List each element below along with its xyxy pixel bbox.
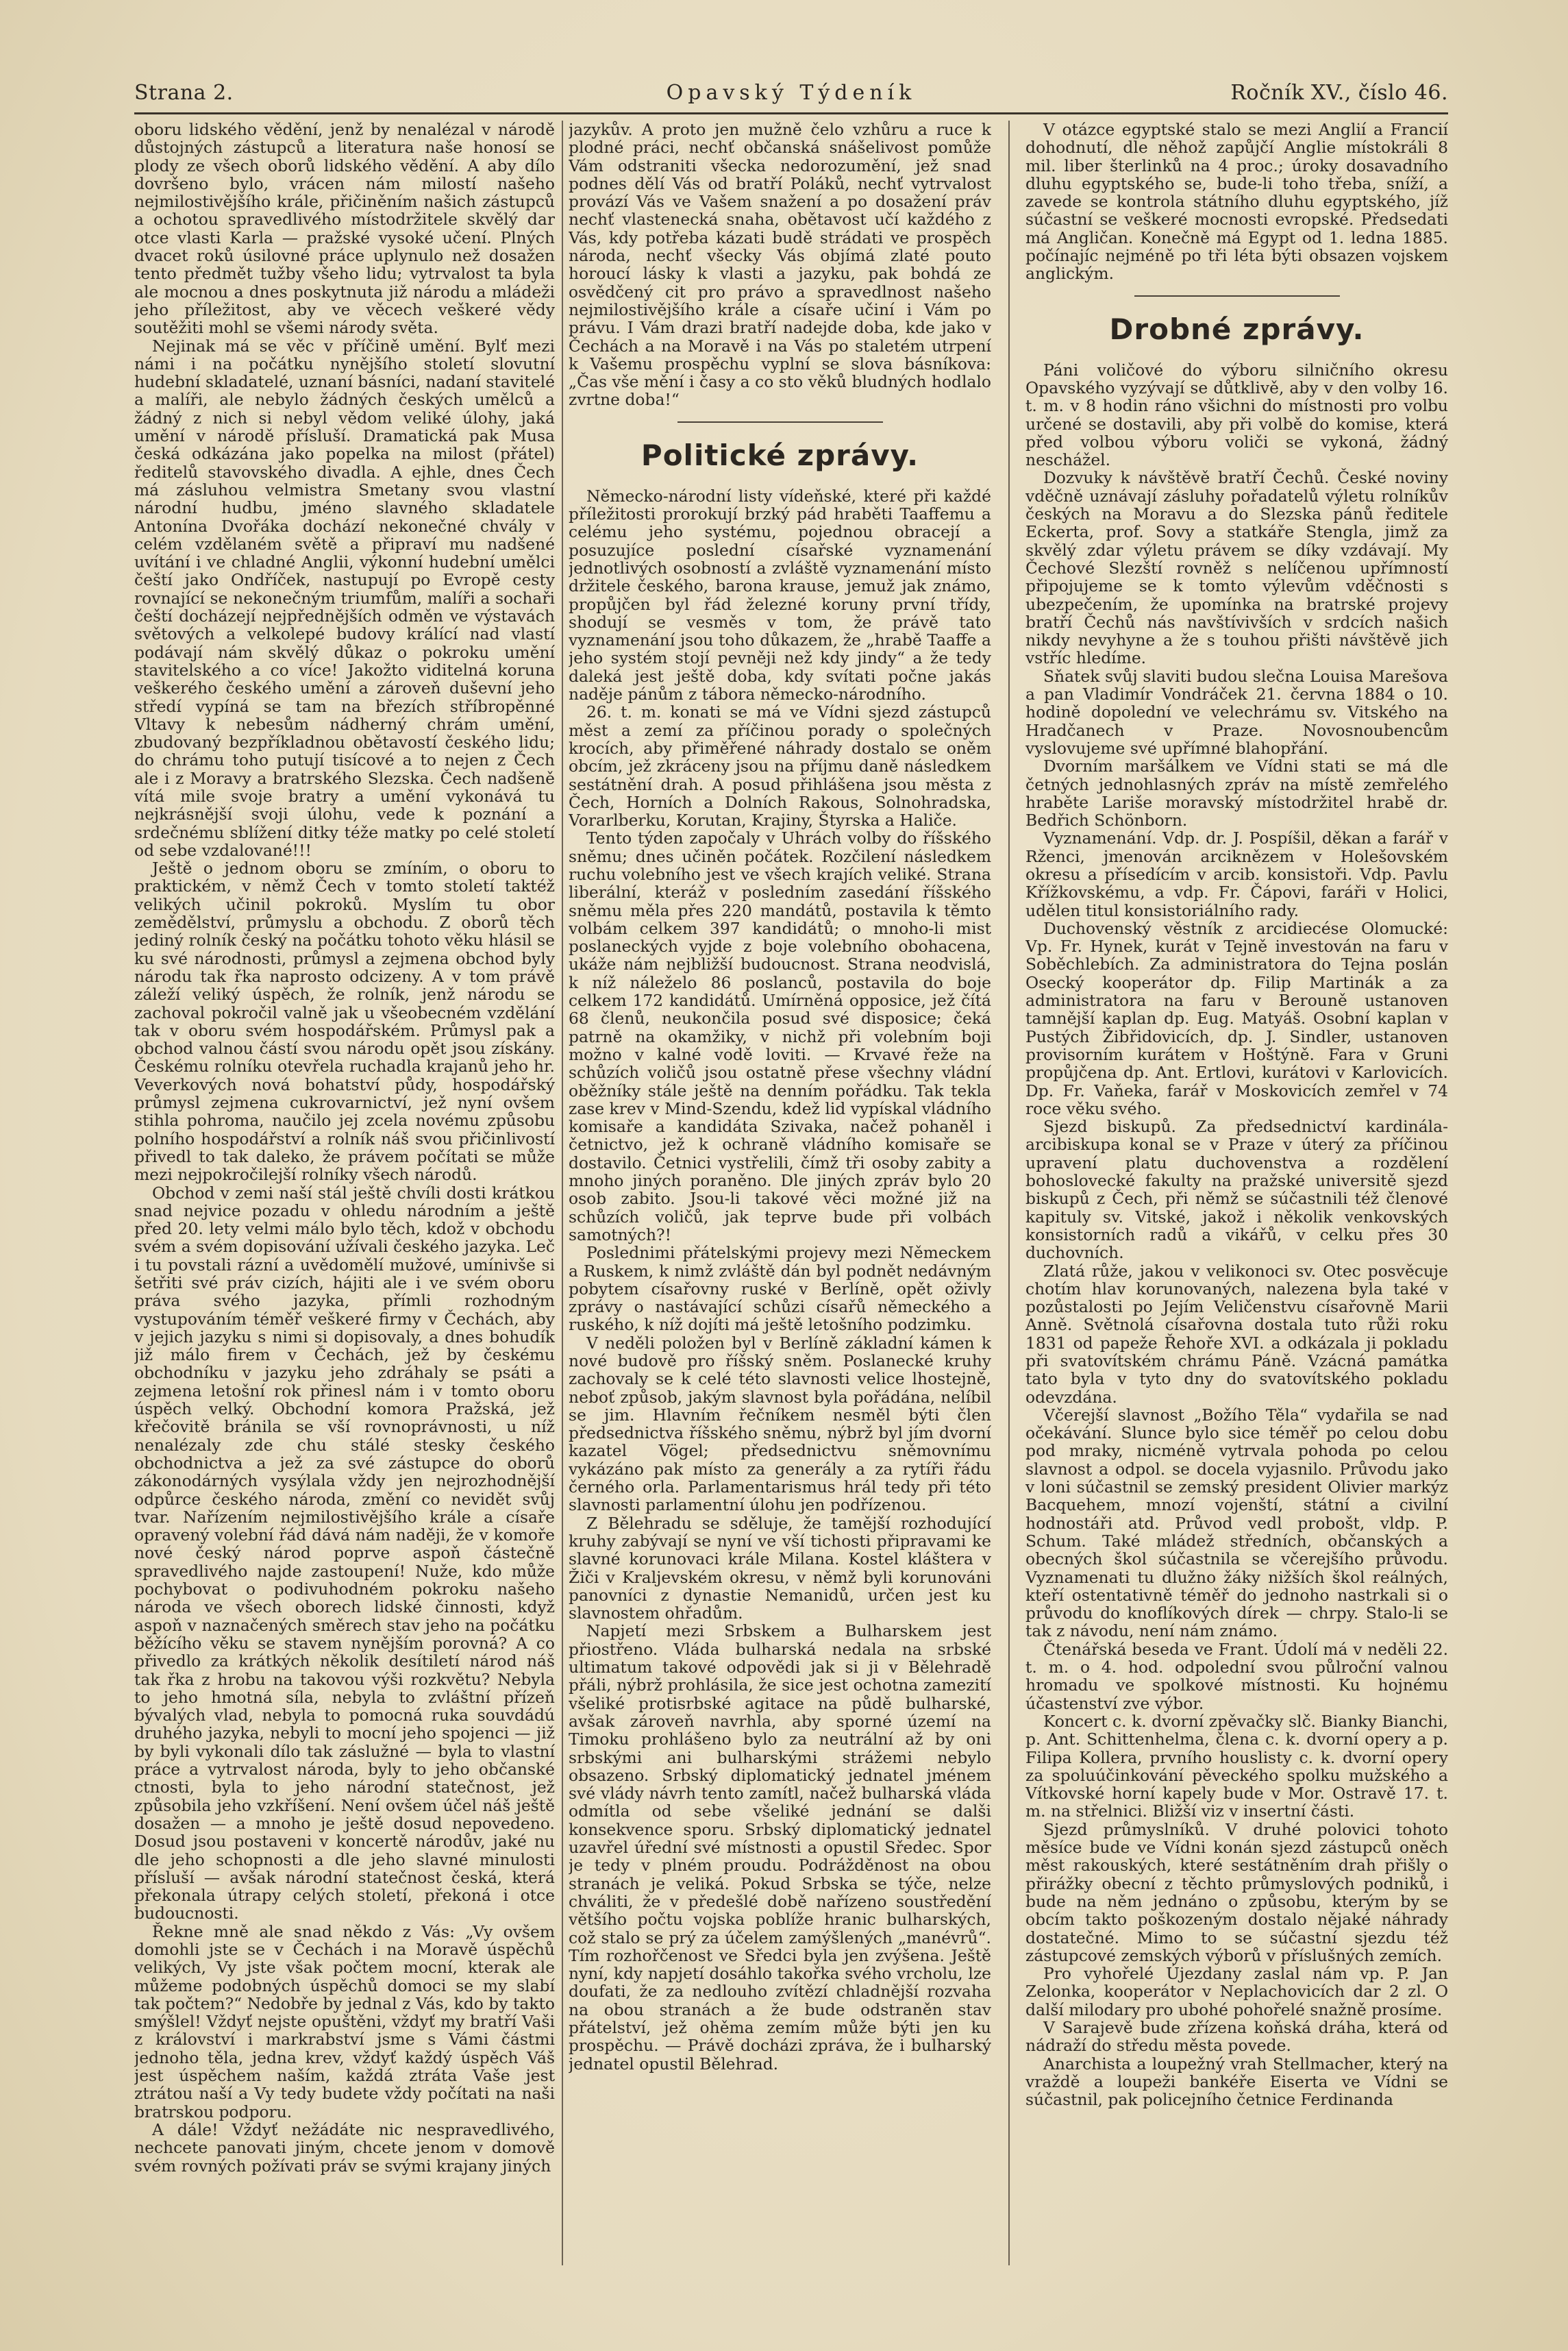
article-paragraph: oboru lidského vědění, jenž by nenalézal v národě důstojných zástupců a literatura naše honosí se plody ze všech oborů lidského vědění. A aby dílo dovršeno bylo, vrácen nám milostí našeho nejmilostivějšího krále, přičiněním našich zástupců a ochotou spravedlivého místodržitele skvělý dar otce vlasti Karla — pražské vysoké učení. Plných dvacet roků úsilovné práce uplynulo než dosažen tento předmět tužby všeho lidu; vytrvalost ta byla ale mocnou a dnes poskytnuta již národu a mládeži jeho příležitost, aby ve věcech veškeré vědy soutěžiti mohl se všemi národy světa. (134, 121, 555, 338)
column-rule-left (562, 121, 563, 2265)
news-paragraph: Tento týden započaly v Uhrách volby do říšského sněmu; dnes učiněn počátek. Rozčilení následkem ruchu volebního jest ve všech krajích veliké. Strana liberální, kteráž v posledním zasedání říšského sněmu měla přes 220 mandátů, postavila k těmto volbám celkem 397 kandidátů; o mnoho-li mist poslaneckých vyjde z boje volebního obohacena, ukáže nám nejbližší budoucnost. Strana neodvislá, k níž náleželo 86 poslanců, postavila do boje celkem 172 kandidátů. Umírněná opposice, jež čítá 68 členů, neukončila posud své disposice; čeká patrně na okamžiky, v nichž při volebním boji možno v kalné vodě loviti. — Krvavé řeže na schůzích voličů jsou ostatně přese všechny vládní oběžníky stále ještě na denním pořádku. Tak tekla zase krev v Mind-Szendu, kdež lid vypískal vládního komisaře a kandidáta Szivaka, načež pohaněl i četnictvo, jež k ochraně vládního komisaře se dostavilo. Četnici vystřelili, čímž tři osoby zabity a mnoho jiných poraněno. Dle jiných zpráv bylo 20 osob zabito. Jsou-li takové věci možné již na schůzích voličů, jak teprve bude při volbách samotných?! (569, 828, 991, 1244)
news-item: Vyznamenání. Vdp. dr. J. Pospíšil, děkan a farář v Rženci, jmenován arciknězem v Holešovském okresu a přísedícím v arcib. konsistoři. Vdp. Pavlu Křížkovskému, a vdp. Fr. Čápovi, faráři v Holici, udělen titul konsistoriálního rady. (1025, 828, 1448, 920)
news-paragraph: 26. t. m. konati se má ve Vídni sjezd zástupců měst a zemí za příčinou porady o společných krocích, aby přiměřené náhrady dostalo se oněm obcím, jež zkráceny jsou na příjmu daně následkem sestátnění drah. A posud přihlášena jsou města z Čech, Horních a Dolních Rakous, Solnohradska, Vorarlberku, Korutan, Krajiny, Štyrska a Haliče. (569, 702, 991, 830)
column-left (134, 121, 555, 2265)
news-paragraph: V neděli položen byl v Berlíně základní kámen k nové budově pro říšský sněm. Poslanecké kruhy zachovaly se k celé této slavnosti velice lhostejně, neboť způsob, jakým slavnost byla pořádána, nelíbil se jim. Hlavním řečníkem nesměl býti člen předsednictva říšského sněmu, nýbrž byl jím dvorní kazatel Vögel; předsednictvu sněmovnímu vykázáno pak místo za generály a za rytíři řádu černého orla. Parlamentarismus hrál tedy při této slavnosti parlamentní úlohu jen podřízenou. (569, 1333, 991, 1515)
news-item: Dvorním maršálkem ve Vídni stati se má dle četných jednohlasných zpráv na místě zemřelého hraběte Lariše moravský místodržitel hrabě dr. Bedřich Schönborn. (1025, 756, 1448, 830)
news-paragraph: Poslednimi přátelskými projevy mezi Německem a Ruskem, k nimž zvláště dán byl podnět nedávným pobytem císařovny ruské v Berlíně, opět oživly zprávy o nastávající schůzi císařů německého a ruského, k níž dojíti má ještě letošního podzimku. (569, 1243, 991, 1335)
issue-number: Ročník XV., číslo 46. (1230, 81, 1448, 105)
news-paragraph: Německo-národní listy vídeňské, které při každé příležitosti prorokují brzký pád hraběti Taaffemu a celému jeho systému, pojednou obracejí a posuzujíce poslední císařské vyznamenání jednotlivých osobností a zvláště vyznamenání místo držitele českého, barona krause, jemuž jak známo, propůjčen byl řád železné koruny první třídy, shodují se vesměs v tom, že právě tato vyznamenání jsou toho důkazem, že „hrabě Taaffe a jeho systém stojí pevněji než kdy jindy“ a že tedy daleká jest ještě doba, kdy svítati počne jakás naděje pánům z tábora německo-národního. (569, 486, 991, 704)
section-rule (677, 421, 883, 423)
news-item: Koncert c. k. dvorní zpěvačky slč. Bianky Bianchi, p. Ant. Schittenhelma, člena c. k. dvorní opery a p. Filipa Kollera, prvního houslisty c. k. dvorní opery za spoluúčinkování pěveckého spolku mužského a Vítkovské horní kapely bude v Mor. Ostravě 17. t. m. na střelnici. Bližší viz v insertní části. (1025, 1711, 1448, 1821)
news-item: Páni voličové do výboru silničního okresu Opavského vyzývají se důtklivě, aby v den volby 16. t. m. v 8 hodin ráno všichni do místnosti pro volbu určené se dostavili, aby při volbě do komise, která před volbou výboru voliči se vykoná, žádný neschážel. (1025, 360, 1448, 470)
article-paragraph: Ještě o jednom oboru se zmíním, o oboru to praktickém, v němž Čech v tomto století taktéž velikých učinil pokroků. Myslím tu obor zemědělství, průmyslu a obchodu. Z oborů těch jediný rolník český na počátku tohoto věku hlásil se ku své národnosti, průmysl a zejmena obchod byly národu tak řka naprosto odcizeny. A v tom právě záleží veliký úspěch, že rolník, jenž národu se zachoval pokročil valně jak u všeobecném vzdělání tak v oboru svém hospodářském. Průmysl pak a obchod valnou částí svou národu opět jsou získány. Českému rolníku otevřela ruchadla krajanů jeho hr. Veverkových nová bohatství půdy, hospodářský průmysl zejmena cukrovarnictví, jež nyní ovšem stihla pohroma, naučilo jej zcela novému způsobu polního hospodářství a rolník náš svou přičinlivostí přivedl to tak daleko, že právem počítati se může mezi nejpokročilejší rolníky všech národů. (134, 859, 555, 1185)
news-item: Čtenářská beseda ve Frant. Údolí má v neděli 22. t. m. o 4. hod. odpolední svou půlroční valnou hromadu ve spolkové místnosti. Ku hojnému účastenství zve výbor. (1025, 1639, 1448, 1713)
article-paragraph: Obchod v zemi naší stál ještě chvíli dosti krátkou snad nejvice pozadu v ohledu národním a ještě před 20. lety velmi málo bylo těch, kdož v obchodu svém a svém dopisování užívali českého jazyka. Leč i tu povstali rázní a uvědomělí mužové, umínivše si šetřiti své práv cizích, hájiti ale i ve svém oboru práva svého jazyka, přímli rozhodným vystupováním téměř veškeré firmy v Čechách, aby v jejich jazyku s nimi si dopisovaly, a dnes bohudík již málo firem v Čechách, jež by českému obchodníku v jazyku jeho zdráhaly se psáti a zejmena letošní rok přinesl nám i v tomto oboru úspěch velký. Obchodní komora Pražská, jež křečovitě bránila se vší rovnoprávnosti, u níž nenalézaly zde chu stálé stesky českého obchodnictva a jež za své zástupce do oborů zákonodárných vysýlala vždy jen nejrozhodnější odpůrce českého národa, změní co nevidět svůj tvar. Nařízením nejmilostivějšího krále a císaře opravený volební řád dává nám naději, že v komoře nové český národ poprve aspoň částečně spravedlivého najde zastoupení! Nuže, kdo může pochybovat o podivuhodném pokroku našeho národa ve všech oborech lidské činnosti, když aspoň v naznačených směrech stav jeho na počátku běžícího věku se stavem nynějším porovná? A co přivedlo za krátkých několik desítiletí národ náš tak řka z hrobu na takovou výši rozkvětu? Nebyla to jeho hmotná síla, nebyla to zvláštní přízeň bývalých vlad, nebyla to pomocná ruka souvdádú druhého jazyka, nebyli to mocní jeho spojenci — již by byli vykonali dílo tak záslužné — byla to vlastní práce a vytrvalost národa, byly to jeho občanské ctnosti, byla to jeho národní statečnost, jež způsobila jeho vzkříšení. Není ovšem účel náš ještě dosažen — a mnoho je ještě dosud nepovedeno. Dosud jsou postaveni v koncertě národův, jaké nu dle jeho schopnosti a dle jeho slavné minulosti přísluší — avšak národní statečnost česká, která překonala útrapy celých století, překoná i otce budoucnosti. (134, 1183, 555, 1923)
news-paragraph: Napjetí mezi Srbskem a Bulharskem jest přiostřeno. Vláda bulharská nedala na srbské ultimatum takové odpovědi jak si ji v Bělehradě přáli, nýbrž prohlásila, že sice jest ochotna zamezití všeliké protisrbské agitace na půdě bulharské, avšak zároveň navrhla, aby sporné území na Timoku prohlášeno bylo za neutrální až by oni srbskými ani bulharskými strážemi nebylo obsazeno. Srbský diplomatický jednatel jménem své vlády návrh tento zamítl, načež bulharská vláda odmítla od sebe všeliké jednání se dalši konsekvence sporu. Srbský diplomatický jednatel uzavřel úřední své místnosti a opustil Sředec. Spor je tedy v plném proudu. Podrážděnost na obou stranách je veliká. Pokud Srbska se týče, nelze chváliti, že v předešlé době nařízeno soustředění většího počtu vojska poblíže hranic bulharských, což stalo se prý za účelem zamýšlených „manévrů“. Tím rozhořčenost ve Sředci byla jen zvýšena. Ještě nyní, kdy napjetí dosáhlo takořka svého vrcholu, lze doufati, že za nedlouho zvítězí chladnější rozvaha na obou stranách a že bude odstraněn stav přátelství, jež ohěma zemím může býti jen ku prospěchu. — Právě docházi zpráva, že i bulharský jednatel opustil Bělehrad. (569, 1621, 991, 2073)
news-item: V Sarajevě bude zřízena koňská dráha, která od nádraží do středu města povede. (1025, 2017, 1448, 2056)
section-heading-politicke: Politické zprávy. (640, 438, 919, 472)
news-item: Dozvuky k návštěvě bratří Čechů. České noviny vděčně uznávají zásluhy pořadatelů výletu rolníkův českých na Moravu a do Slezska pánů ředitele Eckerta, prof. Sovy a statkáře Stengla, jimž za skvělý zdar výletu právem se díky vzdávají. My Čechové Slezští rovněž s nelíčenou upřímností připojujeme se k tomto výlevům vděčnosti s ubezpečením, že upomínka na bratrské projevy bratří Čechů nás navštívivších v srdcích našich nikdy nevyhyne a že s touhou přišti návštěvě jich vstříc hledíme. (1025, 468, 1448, 668)
news-paragraph: Z Bělehradu se sděluje, že tamější rozhodující kruhy zabývají se nyní ve vší tichosti připravami ke slavné korunovaci krále Milana. Kostel kláštera v Žiči v Kraljevském okresu, v němž byli korunováni panovníci z dynastie Nemanidů, určen jest ku slavnostem ohřadům. (569, 1513, 991, 1623)
page-number: Strana 2. (134, 81, 234, 105)
news-item: Duchovenský věstník z arcidiecése Olomucké: Vp. Fr. Hynek, kurát v Tejně investován na faru v Soběchlebích. Za administratora do Tejna poslán Osecký kooperátor dp. Filip Martinák a za administratora na faru v Berouně ustanoven tamnější kaplan dp. Eug. Matyáš. Osobní kaplan v Pustých Žibřidovicích, dp. J. Sindler, ustanoven provisorním kurátem v Hoštýně. Fara v Gruni propůjčena dp. Ant. Ertlovi, kurátovi v Karlovicích. Dp. Fr. Vaňeka, farář v Moskovicích zemřel v 74 roce věku svého. (1025, 918, 1448, 1118)
column-rule-right (1008, 121, 1010, 2265)
column-middle (569, 121, 991, 2265)
news-paragraph: V otázce egyptské stalo se mezi Anglií a Francií dohodnutí, dle něhož zapůjčí Anglie místokráli 8 mil. liber šterlinků na 4 proc.; úroky dosavadního dluhu egyptského se, bude-li toho třeba, sníží, a zavede se kontrola státního dluhu egyptského, jíž súčastní se veškeré mocnosti evropské. Předsedati má Angličan. Konečně má Egypt od 1. ledna 1885. počínajíc nejméně po tři léta býti obsazen vojskem anglickým. (1025, 121, 1448, 284)
article-paragraph: A dále! Vždyť nežádáte nic nespravedlivého, nechcete panovati jiným, chcete jenom v domově svém rovných požívati práv se svými krajany jiných (134, 2119, 555, 2176)
page-header (134, 71, 1448, 110)
section-heading-drobne: Drobné zprávy. (1109, 312, 1365, 346)
news-item: Včerejší slavnost „Božího Těla“ vydařila se nad očekávání. Slunce bylo sice téměř po celou dobu pod mraky, nicméně vytrvala pohoda po celou slavnost a odpol. se docela vyjasnilo. Průvodu jako v loni súčastnil se zemský president Olivier markýz Bacquehem, mnozí vojenští, státní a civilní hodnostáři atd. Průvod vedl probošt, vldp. P. Schum. Také mládež středních, občanských a obecných škol súčastnila se včerejšího průvodu. Vyznamenati tu dlužno žáky nižších škol reálných, kteří ostentativně téměř do jednoho nastrkali si o průvodu do knoflíkových dírek — chrpy. Stalo-li se tak z návodu, není nám známo. (1025, 1405, 1448, 1641)
news-item: Anarchista a loupežný vrah Stellmacher, který na vraždě a loupeži bankéře Eiserta ve Vídni se súčastnil, pak policejního četnice Ferdinanda (1025, 2054, 1448, 2110)
header-rule (134, 112, 1448, 114)
newspaper-title: Opavský Týdeník (666, 81, 917, 105)
article-paragraph: Nejinak má se věc v příčině umění. Bylť mezi námi i na počátku nynějšího století slovutní hudební skladatelé, uznaní básníci, nadaní stavitelé a malíři, ale nebylo žádných českých umělců a žádný z nich si nebyl vědom veliké úlohy, jaká umění v národě přísluší. Dramatická pak Musa česká odkázána jako popelka na milost (přátel) ředitelů stavovského divadla. A ejhle, dnes Čech má zásluhou velmistra Smetany svou vlastní národní hudbu, jméno slavného skladatele Antonína Dvořáka dochází nekonečné chvály v celém vzdělaném světě a připraví mu nadšené uvítání i ve chladné Anglii, výkonní hudební umělci čeští jako Ondříček, nastupují po Evropě cesty rovnající se nekonečným triumfům, malíři a sochaři čeští docházejí nejpřednějších odměn ve výstavách světových a velkolepé budovy králící nad vlastí podávají nám skvělý důkaz o pokroku umění stavitelského a co více! Jakožto viditelná koruna veškerého českého umění a zároveň duševní jeho středí vypíná se tam na březích stříbropěnné Vltavy k nebesům nádherný chrám umění, zbudovaný bezpříkladnou obětavostí českého lidu; do chrámu toho putují tisícové a to nejen z Čech ale i z Moravy a bratrského Slezska. Čech nadšeně vítá mile svoje bratry a umění vykonává tu nejkrásnější svoji úlohu, vede k poznání a srdečnému sblížení ditky téže matky po celé století od sebe vzdalované!!! (134, 336, 555, 860)
news-item: Sňatek svůj slaviti budou slečna Louisa Marešova a pan Vladimír Vondráček 21. června 1884 o 10. hodině dopolední ve velechrámu sv. Vitského na Hradčanech v Praze. Novosnoubencům vyslovujeme své upřímné blahopřání. (1025, 666, 1448, 758)
article-paragraph: jazykův. A proto jen mužně čelo vzhůru a ruce k plodné práci, nechť občanská snášelivost pomůže Vám odstraniti všecka nedorozumění, jež snad podnes dělí Vás od bratří Poláků, nechť vytrvalost provází Vás ve Vašem snažení a po dosažení práv nechť vlastenecká snaha, obětavost učí každého z Vás, kdy potřeba kázati budě strádati ve prospěch národa, nechť všecky Vás objímá zlaté pouto horoucí lásky k vlasti a jazyku, pak bohdá ze osvědčený cit pro právo a spravedlnost našeho nejmilostivějšího krále a císaře učiní i Vám po právu. I Vám drazi bratří nadejde doba, kde jako v Čechách a na Moravě i na Vás po staletém utrpení k Vašemu prospěchu vyplní se slova básníkova: „Čas vše mění i časy a co sto věků bludných hodlalo zvrtne doba!“ (569, 121, 991, 410)
news-item: Pro vyhořelé Újezdany zaslal nám vp. P. Jan Zelonka, kooperátor v Neplachovicích dar 2 zl. O další milodary pro ubohé pohořelé snažně prosíme. (1025, 1964, 1448, 2019)
article-paragraph: Řekne mně ale snad někdo z Vás: „Vy ovšem domohli jste se v Čechách i na Moravě úspěchů velikých, Vy jste však počtem mocní, kterak ale můžeme podobných úspěchů domoci se my slabí tak počtem?“ Nedobře by jednal z Vás, kdo by takto smýšlel! Vždyť nejste opuštěni, vždyť my bratří Vaši z království i markrabství jsme s Vámi částmi jednoho těla, jedna krev, vždyť každý úspěch Váš jest úspěchem naším, každá ztráta Vaše jest ztrátou naší a Vy tedy budete vždy počítati na naši bratrskou podporu. (134, 1921, 555, 2121)
section-rule (1134, 295, 1340, 297)
news-item: Zlatá růže, jakou v velikonoci sv. Otec posvěcuje chotím hlav korunovaných, nalezena byla také v pozůstalosti po Jejím Veličenstvu císařovně Marii Anně. Světnolá císařovna dostala tuto růži roku 1831 od papeže Řehoře XVI. a odkázala ji pokladu při svatovítském chrámu Páně. Vzácná památka tato byla v tyto dny do svatovítského pokladu odevzdána. (1025, 1261, 1448, 1407)
news-item: Sjezd průmyslníků. V druhé polovici tohoto měsíce bude ve Vídni konán sjezd zástupců oněch měst rakouských, které sestátněním drah přišly o přirážky obecní z těchto průmyslových podniků, i bude na něm jednáno o způsobu, kterým by se obcím takto poškozeným dostalo nějaké náhrady dostatečné. Mimo to se súčastní sjezdu též zástupcové zemských výborů v příslušných zemích. (1025, 1819, 1448, 1965)
column-right (1025, 121, 1448, 2265)
news-item: Sjezd biskupů. Za předsednictví kardinála-arcibiskupa konal se v Praze v úterý za příčinou upravení platu duchovenstva a rozdělení bohoslovecké fakulty na pražské universitě sjezd biskupů z Čech, při němž se súčastnili též členové kapituly sv. Vitské, jakož i několik venkovských konsistorních radů a vikářů, v celku přes 30 duchovních. (1025, 1117, 1448, 1263)
